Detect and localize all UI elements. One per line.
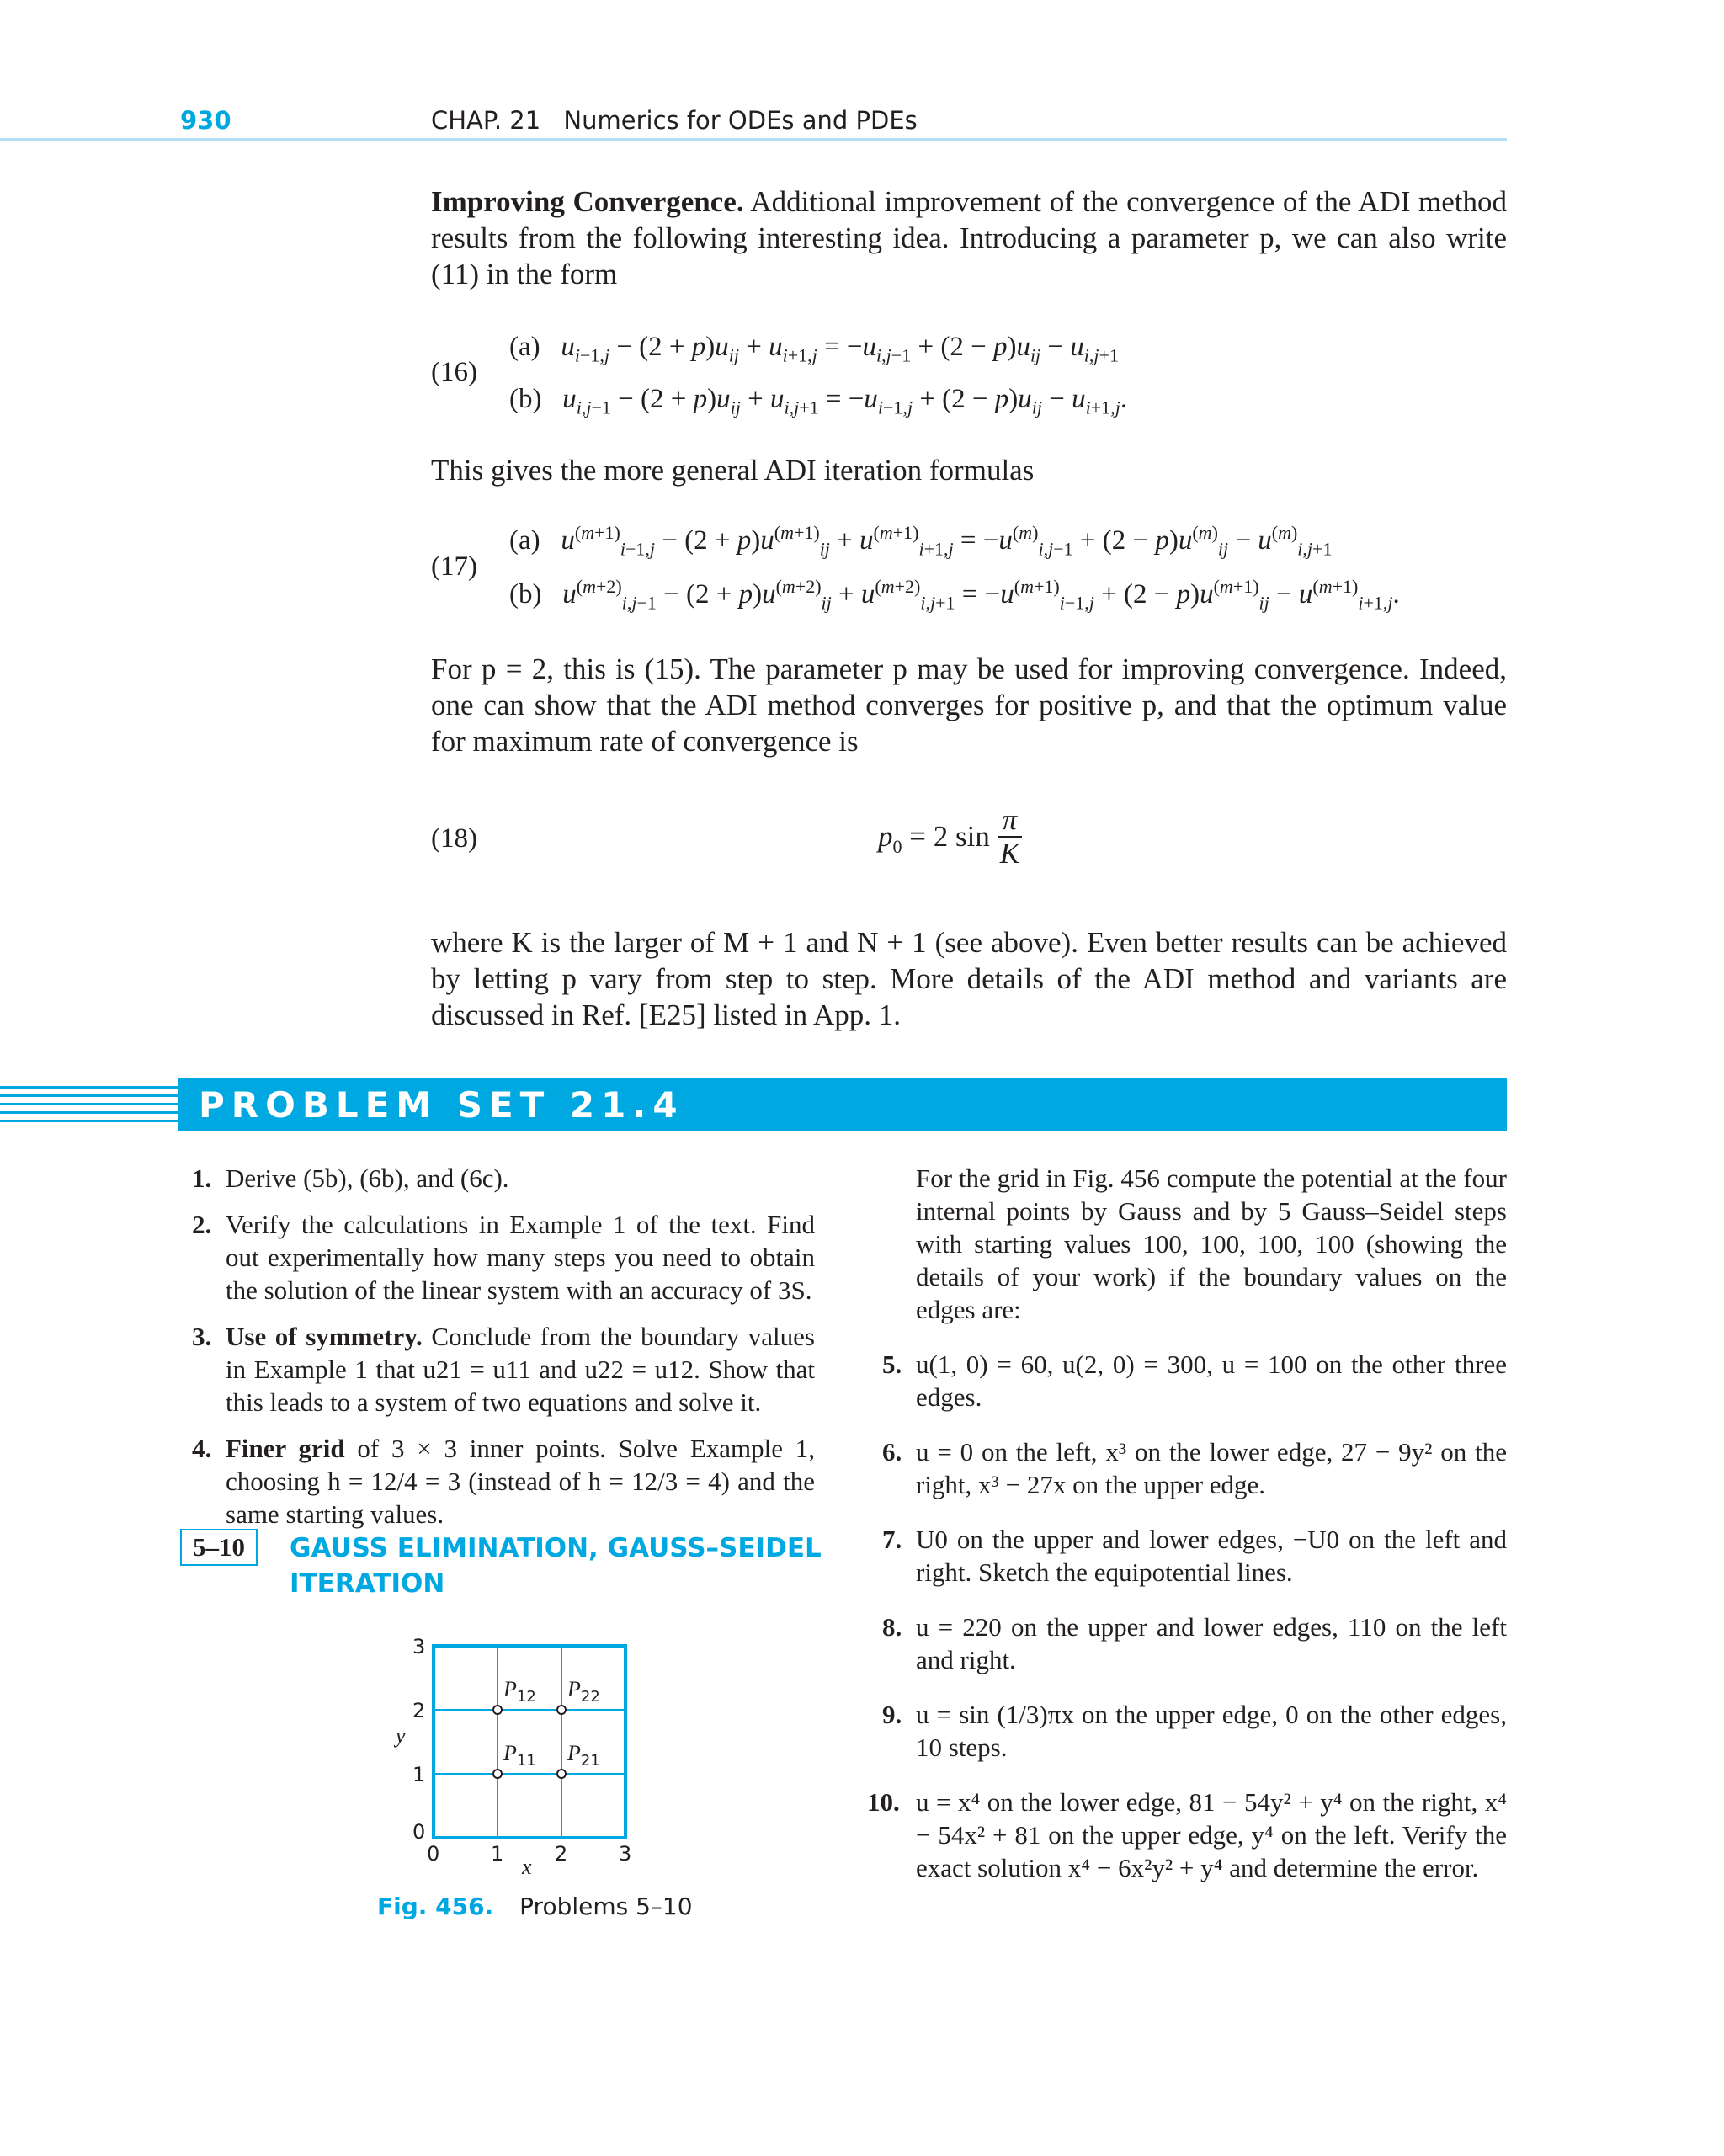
- problem-8: [867, 1610, 1507, 1676]
- y-tick-2: 2: [412, 1699, 426, 1722]
- problem-number: 9.: [882, 1700, 902, 1729]
- problem-set-banner: [0, 1078, 1507, 1131]
- problems-left-column: [178, 1162, 815, 1544]
- problem-2: [178, 1208, 815, 1307]
- x-tick-0: 0: [427, 1842, 440, 1866]
- problem-number: 5.: [882, 1349, 902, 1379]
- y-tick-1: 1: [412, 1763, 426, 1786]
- x-tick-3: 3: [619, 1842, 632, 1866]
- chapter-number: CHAP. 21: [431, 106, 541, 135]
- y-axis-label: y: [396, 1723, 406, 1748]
- problem-text: Derive (5b), (6b), and (6c).: [226, 1163, 509, 1193]
- problem-text: u = sin (1/3)πx on the upper edge, 0 on the other edges, 10 steps.: [916, 1700, 1507, 1762]
- label-p12: $P_{12}$: [503, 1677, 536, 1706]
- eq17-a-label: (a): [509, 525, 540, 556]
- problem-number: 6.: [882, 1437, 902, 1467]
- problem-5: [867, 1348, 1507, 1413]
- text-adi-formulas: This gives the more general ADI iteration formulas: [431, 454, 1035, 487]
- point-p11: [493, 1770, 502, 1778]
- chapter-title: Numerics for ODEs and PDEs: [563, 106, 918, 135]
- label-p11: $P_{11}$: [503, 1741, 536, 1770]
- x-tick-2: 2: [555, 1842, 568, 1866]
- point-p22: [557, 1706, 566, 1714]
- label-p21: $P_{21}$: [567, 1741, 600, 1770]
- problem-text: Verify the calculations in Example 1 of the text. Find out experimentally how many steps you need to obtain the solution of the linear system with an accuracy of 3S.: [226, 1210, 815, 1305]
- problem-text: u = x⁴ on the lower edge, 81 − 54y² + y⁴ on the right, x⁴ − 54x² + 81 on the upper edge, y⁴ on the left. Verify the exact solution x⁴ − 6x²y² + y⁴ and determine the error.: [916, 1787, 1507, 1882]
- running-head: [431, 106, 918, 135]
- problem-number: 3.: [192, 1322, 212, 1351]
- eq17-b-label: (b): [509, 579, 542, 610]
- eq16-label: (16): [431, 357, 477, 387]
- subsection-title-line1: GAUSS ELIMINATION, GAUSS–SEIDEL: [290, 1533, 822, 1563]
- problem-text: U0 on the upper and lower edges, −U0 on the left and right. Sketch the equipotential lines.: [916, 1525, 1507, 1587]
- problem-number: 4.: [192, 1434, 212, 1463]
- page-number: 930: [180, 106, 231, 135]
- problem-number: 1.: [192, 1163, 212, 1193]
- problem-text: u = 220 on the upper and lower edges, 110 on the left and right.: [916, 1612, 1507, 1674]
- right-intro-text: For the grid in Fig. 456 compute the potential at the four internal points by Gauss and by 5 Gauss–Seidel steps with starting values 100, 100, 100, 100 (showing the details of your work) if the boundary values on the edges are:: [916, 1163, 1507, 1324]
- problem-1: [178, 1162, 815, 1195]
- figure-caption-label: Fig. 456.: [377, 1892, 494, 1920]
- figure-caption-text: Problems 5–10: [519, 1892, 693, 1920]
- problem-number: 10.: [867, 1787, 900, 1817]
- eq16-b: (b) $u_{i,j-1} - (2 + p)u_{ij} + u_{i,j+1} = -u_{i-1,j} + (2 - p)u_{ij} - u_{i+1,j}$.: [509, 384, 1128, 418]
- eq16-b-label: (b): [509, 384, 542, 414]
- eq16-a-label: (a): [509, 332, 540, 362]
- y-tick-0: 0: [412, 1820, 426, 1844]
- eq17-label: (17): [431, 551, 477, 582]
- figure-caption: [377, 1892, 693, 1920]
- problem-4: [178, 1432, 815, 1530]
- intro-heading: Improving Convergence.: [431, 185, 744, 218]
- problem-bold-lead: Use of symmetry.: [226, 1322, 423, 1351]
- problems-right-column: [867, 1162, 1507, 1898]
- problem-number: 2.: [192, 1210, 212, 1239]
- subsection-title: [290, 1530, 822, 1601]
- problem-10: [867, 1786, 1507, 1884]
- point-p12: [493, 1706, 502, 1714]
- subsection-title-line2: ITERATION: [290, 1568, 445, 1599]
- header-rule: [0, 138, 1507, 141]
- problem-7: [867, 1523, 1507, 1589]
- intro-paragraph: [431, 184, 1507, 292]
- intro-text: Additional improvement of the convergence of the ADI method results from the following interesting idea. Introducing a parameter p, we can also write (11) in the form: [431, 185, 1507, 290]
- subsection-range: 5–10: [193, 1532, 245, 1562]
- eq17-a: (a) $u^{(m+1)}_{i-1,j} - (2 + p)u^{(m+1)}_{ij} + u^{(m+1)}_{i+1,j} = -u^{(m)}_{i,j-1} + (2 - p)u^{(m)}_{ij} - u^{(m)}_{i,j+1}$: [509, 522, 1333, 560]
- problem-bold-lead: Finer grid: [226, 1434, 345, 1463]
- problem-number: 7.: [882, 1525, 902, 1554]
- problem-text: of 3 × 3 inner points. Solve Example 1, choosing h = 12/4 = 3 (instead of h = 12/3 = 4) and the same starting values.: [226, 1434, 815, 1529]
- eq17-b: (b) $u^{(m+2)}_{i,j-1} - (2 + p)u^{(m+2)}_{ij} + u^{(m+2)}_{i,j+1} = -u^{(m+1)}_{i-1,j} + (2 - p)u^{(m+1)}_{ij} - u^{(m+1)}_{i+1,j}$.: [509, 576, 1400, 614]
- problem-set-title: PROBLEM SET 21.4: [199, 1084, 684, 1126]
- problem-9: [867, 1698, 1507, 1764]
- problem-3: [178, 1320, 815, 1419]
- problem-text: u(1, 0) = 60, u(2, 0) = 300, u = 100 on the other three edges.: [916, 1349, 1507, 1412]
- y-tick-3: 3: [412, 1635, 426, 1658]
- problem-text: Conclude from the boundary values in Example 1 that u21 = u11 and u22 = u12. Show that this leads to a system of two equations and solve it.: [226, 1322, 815, 1417]
- x-axis-label: x: [522, 1855, 532, 1877]
- label-p22: $P_{22}$: [567, 1677, 600, 1706]
- x-tick-1: 1: [491, 1842, 504, 1866]
- subsection-range-box: [180, 1529, 258, 1566]
- problem-number: 8.: [882, 1612, 902, 1642]
- problem-6: [867, 1435, 1507, 1501]
- eq18-formula: $p_0 = 2$ sin π K: [878, 804, 1022, 870]
- text-parameter-p: For p = 2, this is (15). The parameter p may be used for improving convergence. Indeed, one can show that the ADI method converges for positive p, and that the optimum value for maximum rate of convergence is: [431, 652, 1507, 758]
- point-p21: [557, 1770, 566, 1778]
- right-intro: [867, 1162, 1507, 1326]
- text-larger-of: where K is the larger of M + 1 and N + 1 (see above). Even better results can be achieved by letting p vary from step to step. More details of the ADI method and variants are discussed in Ref. [E25] listed in App. 1.: [431, 926, 1507, 1031]
- eq16-a: (a) $u_{i-1,j} - (2 + p)u_{ij} + u_{i+1,j} = -u_{i,j-1} + (2 - p)u_{ij} - u_{i,j+1}$: [509, 332, 1119, 366]
- eq18-label: (18): [431, 823, 477, 854]
- problem-text: u = 0 on the left, x³ on the lower edge, 27 − 9y² on the right, x³ − 27x on the upper edge.: [916, 1437, 1507, 1499]
